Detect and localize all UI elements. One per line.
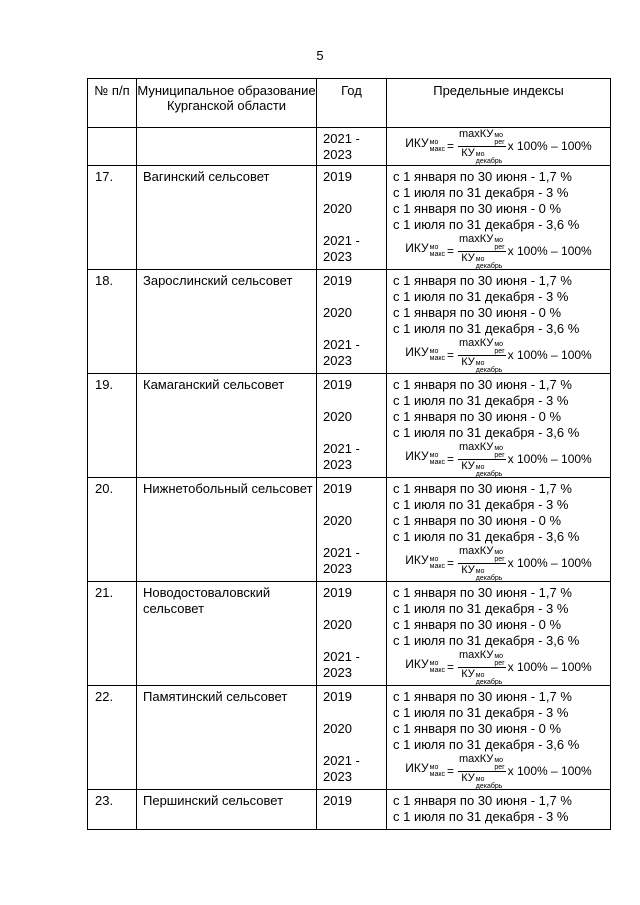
period-jul-dec-2020: с 1 июля по 31 декабря - 3,6 % bbox=[393, 737, 580, 752]
year-2019: 2019 bbox=[323, 793, 352, 808]
period-jan-jun-2019: с 1 января по 30 июня - 1,7 % bbox=[393, 585, 572, 600]
period-jul-dec-2019: с 1 июля по 31 декабря - 3 % bbox=[393, 705, 569, 720]
period-jul-dec-2020: с 1 июля по 31 декабря - 3,6 % bbox=[393, 529, 580, 544]
cell-year bbox=[317, 374, 387, 478]
cell-indexes bbox=[387, 582, 611, 686]
year-2019: 2019 bbox=[323, 377, 352, 392]
formula: ИКУ мо макс = maxКУ мо рег КУ мо декабрь x 100% – 100% bbox=[405, 127, 592, 165]
period-jan-jun-2020: с 1 января по 30 июня - 0 % bbox=[393, 617, 562, 632]
header-indexes: Предельные индексы bbox=[387, 79, 611, 128]
row-municipality: Камаганский сельсовет bbox=[137, 374, 317, 478]
cell-year bbox=[317, 128, 387, 166]
table-row bbox=[88, 166, 611, 270]
row-num: 19. bbox=[88, 374, 137, 478]
year-2019: 2019 bbox=[323, 585, 352, 600]
period-jan-jun-2020: с 1 января по 30 июня - 0 % bbox=[393, 513, 562, 528]
year-2021-line1: 2021 - bbox=[323, 545, 360, 560]
table-row bbox=[88, 686, 611, 790]
year-2019: 2019 bbox=[323, 481, 352, 496]
year-2020: 2020 bbox=[323, 305, 352, 320]
period-jan-jun-2019: с 1 января по 30 июня - 1,7 % bbox=[393, 689, 572, 704]
row-municipality: Памятинский сельсовет bbox=[137, 686, 317, 790]
period-jul-dec-2020: с 1 июля по 31 декабря - 3,6 % bbox=[393, 321, 580, 336]
row-municipality: Новодостоваловский сельсовет bbox=[137, 582, 317, 686]
header-num: № п/п bbox=[88, 79, 137, 128]
period-jan-jun-2019: с 1 января по 30 июня - 1,7 % bbox=[393, 793, 572, 808]
year-2019: 2019 bbox=[323, 169, 352, 184]
year-2021-line1: 2021 - bbox=[323, 441, 360, 456]
period-jan-jun-2019: с 1 января по 30 июня - 1,7 % bbox=[393, 481, 572, 496]
period-jul-dec-2020: с 1 июля по 31 декабря - 3,6 % bbox=[393, 425, 580, 440]
indexes-table bbox=[87, 78, 611, 830]
year-2020: 2020 bbox=[323, 617, 352, 632]
cell-year bbox=[317, 686, 387, 790]
header-year: Год bbox=[317, 79, 387, 128]
year-2021-line2: 2023 bbox=[323, 249, 352, 264]
period-jan-jun-2020: с 1 января по 30 июня - 0 % bbox=[393, 721, 562, 736]
table-row bbox=[88, 128, 611, 166]
year-2020: 2020 bbox=[323, 201, 352, 216]
year-2021-line2: 2023 bbox=[323, 665, 352, 680]
period-jan-jun-2019: с 1 января по 30 июня - 1,7 % bbox=[393, 169, 572, 184]
row-municipality: Нижнетобольный сельсовет bbox=[137, 478, 317, 582]
formula: ИКУ мо макс = maxКУ мо рег КУ мо декабрь x 100% – 100% bbox=[405, 232, 592, 270]
year-2021-line2: 2023 bbox=[323, 457, 352, 472]
formula: ИКУ мо макс = maxКУ мо рег КУ мо декабрь x 100% – 100% bbox=[405, 648, 592, 686]
header-municipality: Муниципальное образование Курганской области bbox=[137, 79, 317, 128]
row-municipality: Першинский сельсовет bbox=[137, 790, 317, 830]
table-body bbox=[88, 166, 611, 830]
year-2021-line1: 2021 - bbox=[323, 131, 360, 146]
cell-year bbox=[317, 270, 387, 374]
table-row bbox=[88, 582, 611, 686]
cell-indexes bbox=[387, 790, 611, 830]
year-2021-line1: 2021 - bbox=[323, 337, 360, 352]
formula: ИКУ мо макс = maxКУ мо рег КУ мо декабрь x 100% – 100% bbox=[405, 336, 592, 374]
cell-indexes bbox=[387, 166, 611, 270]
cell-num bbox=[88, 128, 137, 166]
year-2020: 2020 bbox=[323, 513, 352, 528]
period-jan-jun-2020: с 1 января по 30 июня - 0 % bbox=[393, 305, 562, 320]
page-number: 5 bbox=[316, 48, 324, 63]
cell-municipality bbox=[137, 128, 317, 166]
period-jul-dec-2019: с 1 июля по 31 декабря - 3 % bbox=[393, 185, 569, 200]
year-2021-line1: 2021 - bbox=[323, 753, 360, 768]
year-2021-line2: 2023 bbox=[323, 561, 352, 576]
formula: ИКУ мо макс = maxКУ мо рег КУ мо декабрь x 100% – 100% bbox=[405, 440, 592, 478]
cell-indexes bbox=[387, 478, 611, 582]
row-num: 18. bbox=[88, 270, 137, 374]
year-2019: 2019 bbox=[323, 273, 352, 288]
period-jul-dec-2019: с 1 июля по 31 декабря - 3 % bbox=[393, 393, 569, 408]
formula: ИКУ мо макс = maxКУ мо рег КУ мо декабрь x 100% – 100% bbox=[405, 544, 592, 582]
cell-year bbox=[317, 790, 387, 830]
period-jul-dec-2019: с 1 июля по 31 декабря - 3 % bbox=[393, 289, 569, 304]
row-num: 20. bbox=[88, 478, 137, 582]
year-2020: 2020 bbox=[323, 721, 352, 736]
table-row bbox=[88, 478, 611, 582]
period-jan-jun-2020: с 1 января по 30 июня - 0 % bbox=[393, 409, 562, 424]
row-num: 22. bbox=[88, 686, 137, 790]
year-2019: 2019 bbox=[323, 689, 352, 704]
period-jul-dec-2020: с 1 июля по 31 декабря - 3,6 % bbox=[393, 633, 580, 648]
row-municipality: Зарослинский сельсовет bbox=[137, 270, 317, 374]
row-municipality: Вагинский сельсовет bbox=[137, 166, 317, 270]
cell-year bbox=[317, 478, 387, 582]
table-row bbox=[88, 790, 611, 830]
period-jul-dec-2019: с 1 июля по 31 декабря - 3 % bbox=[393, 601, 569, 616]
year-2021-line1: 2021 - bbox=[323, 233, 360, 248]
period-jul-dec-2020: с 1 июля по 31 декабря - 3,6 % bbox=[393, 217, 580, 232]
table-header-row bbox=[88, 79, 611, 128]
row-num: 23. bbox=[88, 790, 137, 830]
cell-year bbox=[317, 166, 387, 270]
cell-year bbox=[317, 582, 387, 686]
period-jul-dec-2019: с 1 июля по 31 декабря - 3 % bbox=[393, 497, 569, 512]
period-jan-jun-2020: с 1 января по 30 июня - 0 % bbox=[393, 201, 562, 216]
table-row bbox=[88, 270, 611, 374]
year-2021-line2: 2023 bbox=[323, 769, 352, 784]
cell-indexes bbox=[387, 128, 611, 166]
row-num: 21. bbox=[88, 582, 137, 686]
formula: ИКУ мо макс = maxКУ мо рег КУ мо декабрь x 100% – 100% bbox=[405, 752, 592, 790]
cell-indexes bbox=[387, 270, 611, 374]
period-jul-dec-2019: с 1 июля по 31 декабря - 3 % bbox=[393, 809, 569, 824]
year-2021-line1: 2021 - bbox=[323, 649, 360, 664]
period-jan-jun-2019: с 1 января по 30 июня - 1,7 % bbox=[393, 377, 572, 392]
row-num: 17. bbox=[88, 166, 137, 270]
period-jan-jun-2019: с 1 января по 30 июня - 1,7 % bbox=[393, 273, 572, 288]
year-2020: 2020 bbox=[323, 409, 352, 424]
cell-indexes bbox=[387, 374, 611, 478]
cell-indexes bbox=[387, 686, 611, 790]
year-2021-line2: 2023 bbox=[323, 147, 352, 162]
table-row bbox=[88, 374, 611, 478]
year-2021-line2: 2023 bbox=[323, 353, 352, 368]
